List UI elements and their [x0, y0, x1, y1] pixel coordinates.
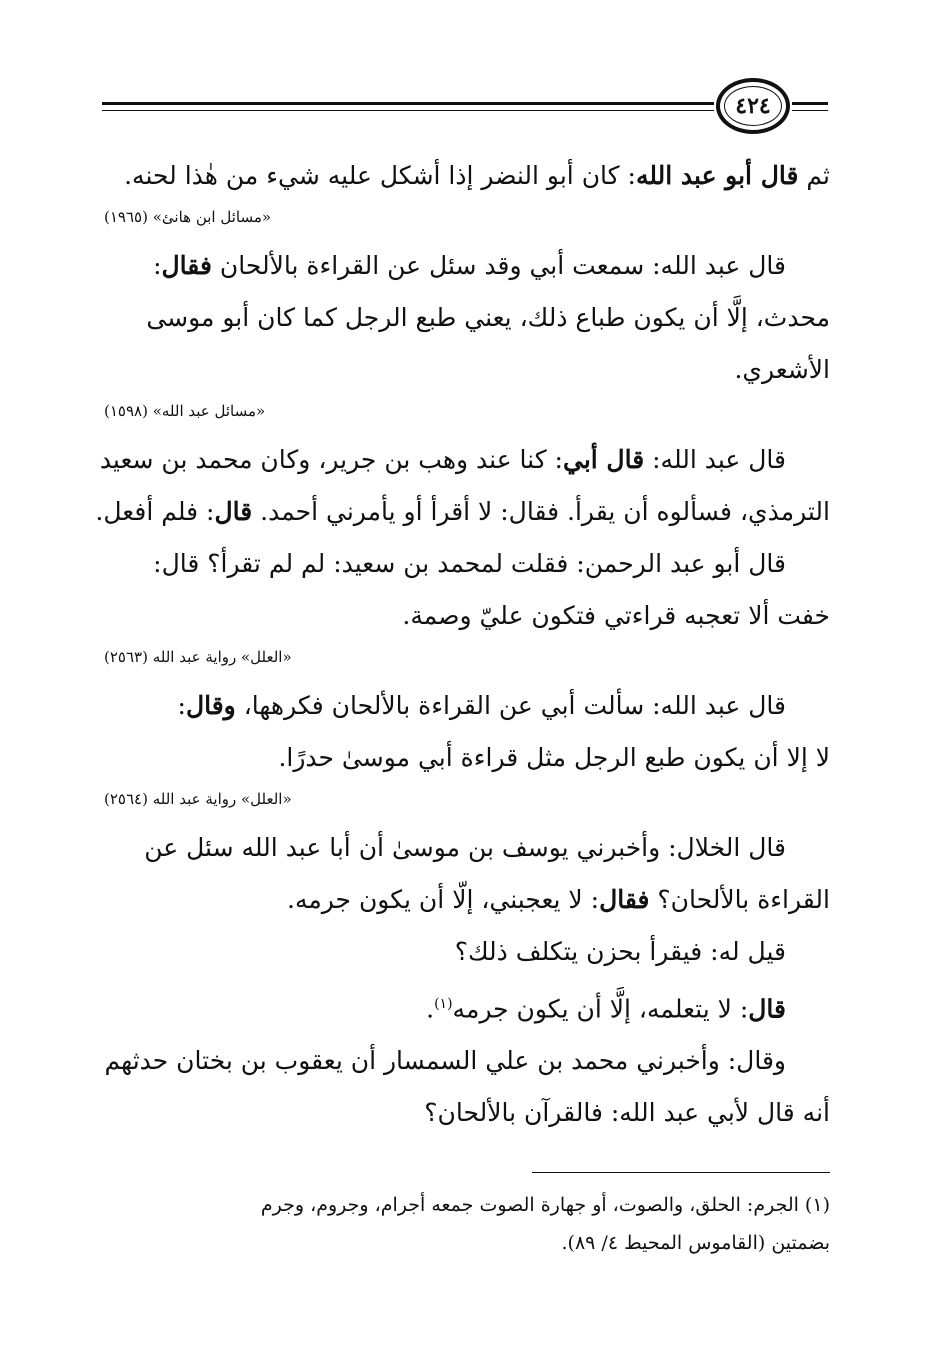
- text-run: :: [177, 691, 186, 720]
- text-run: محدث، إلَّا أن يكون طباع ذلك، يعني طبع الرجل كما كان أبو موسى: [146, 303, 830, 332]
- page-number: ٤٢٤: [716, 78, 790, 134]
- text-run: الترمذي، فسألوه أن يقرأ. فقال: لا أقرأ أو يأمرني أحمد.: [252, 497, 830, 526]
- text-run: : كنا عند وهب بن جرير، وكان محمد بن سعيد: [99, 445, 563, 474]
- text-line: [100, 150, 830, 202]
- footnote-divider: [532, 1172, 830, 1173]
- text-run: .: [426, 994, 435, 1024]
- bold-text: قال أبو عبد الله: [635, 161, 799, 190]
- text-run: لا إلا أن يكون طبع الرجل مثل قراءة أبي موسىٰ حدرًا.: [278, 743, 830, 772]
- bold-text: فقال: [599, 885, 650, 914]
- footnote-line: (١) الجرم: الحلق، والصوت، أو جهارة الصوت جمعه أجرام، وجروم، وجرم: [260, 1194, 830, 1216]
- text-line: [100, 538, 830, 590]
- text-run: قال عبد الله: سألت أبي عن القراءة بالألحان فكرهها،: [235, 691, 786, 720]
- main-text: [95, 150, 830, 1139]
- text-run: قال عبد الله:: [644, 445, 786, 474]
- text-run: :: [153, 251, 162, 280]
- paragraph: [95, 434, 830, 670]
- text-run: القراءة بالألحان؟: [649, 885, 830, 914]
- paragraph: [100, 680, 830, 812]
- text-line: [100, 434, 830, 486]
- text-run: : فلم أفعل.: [95, 497, 215, 526]
- bold-text: وقال: [185, 691, 236, 720]
- text-line: [100, 1087, 830, 1139]
- text-line: [100, 1035, 830, 1087]
- text-line: [100, 732, 830, 784]
- text-run: الأشعري.: [734, 355, 830, 384]
- bold-text: قال أبي: [562, 445, 645, 474]
- footnote: [100, 1186, 830, 1262]
- text-line: [100, 822, 830, 874]
- text-run: : كان أبو النضر إذا أشكل عليه شيء من هٰذا لحنه.: [124, 161, 636, 190]
- text-line: [100, 978, 830, 1035]
- header-rule: [792, 110, 828, 111]
- bold-text: فقال: [161, 251, 212, 280]
- text-run: قال الخلال: وأخبرني يوسف بن موسىٰ أن أبا عبد الله سئل عن: [144, 833, 786, 862]
- text-line: [100, 240, 830, 292]
- text-line: [100, 874, 830, 926]
- text-line: [100, 926, 830, 978]
- bold-text: قال: [214, 497, 253, 526]
- text-run: ثم: [798, 161, 830, 190]
- text-run: قيل له: فيقرأ بحزن يتكلف ذلك؟: [454, 937, 786, 966]
- paragraph: [100, 240, 830, 424]
- text-run: قال عبد الله: سمعت أبي وقد سئل عن القراءة بالألحان: [211, 251, 786, 280]
- footnote-line: بضمتين (القاموس المحيط ٤/ ٨٩).: [561, 1232, 830, 1254]
- text-line: [100, 680, 830, 732]
- source-citation: «مسائل ابن هانئ» (١٩٦٥): [104, 208, 272, 226]
- text-line: [100, 590, 830, 642]
- header-rule: [102, 110, 714, 111]
- header-rule: [102, 102, 714, 105]
- text-run: أنه قال لأبي عبد الله: فالقرآن بالألحان؟: [424, 1098, 830, 1128]
- text-run: وقال: وأخبرني محمد بن علي السمسار أن يعقوب بن بختان حدثهم: [104, 1046, 786, 1076]
- source-citation: «العلل» رواية عبد الله (٢٥٦٤): [104, 790, 292, 808]
- source-citation: «العلل» رواية عبد الله (٢٥٦٣): [104, 648, 292, 666]
- bold-text: قال: [748, 994, 786, 1024]
- source-citation: «مسائل عبد الله» (١٥٩٨): [104, 402, 266, 420]
- footnote-marker: (١): [434, 996, 453, 1012]
- text-run: خفت ألا تعجبه قراءتي فتكون عليّ وصمة.: [402, 601, 830, 630]
- text-line: [100, 344, 830, 396]
- paragraph: [100, 150, 830, 230]
- page-header: [102, 78, 828, 140]
- header-rule: [792, 102, 828, 105]
- text-run: : لا يعجبني، إلّا أن يكون جرمه.: [287, 885, 600, 914]
- text-run: قال أبو عبد الرحمن: فقلت لمحمد بن سعيد: لم لم تقرأ؟ قال:: [153, 549, 786, 578]
- paragraph: [100, 822, 830, 1139]
- text-line: [100, 292, 830, 344]
- text-run: : لا يتعلمه، إلَّا أن يكون جرمه: [452, 994, 749, 1024]
- text-line: [95, 486, 830, 538]
